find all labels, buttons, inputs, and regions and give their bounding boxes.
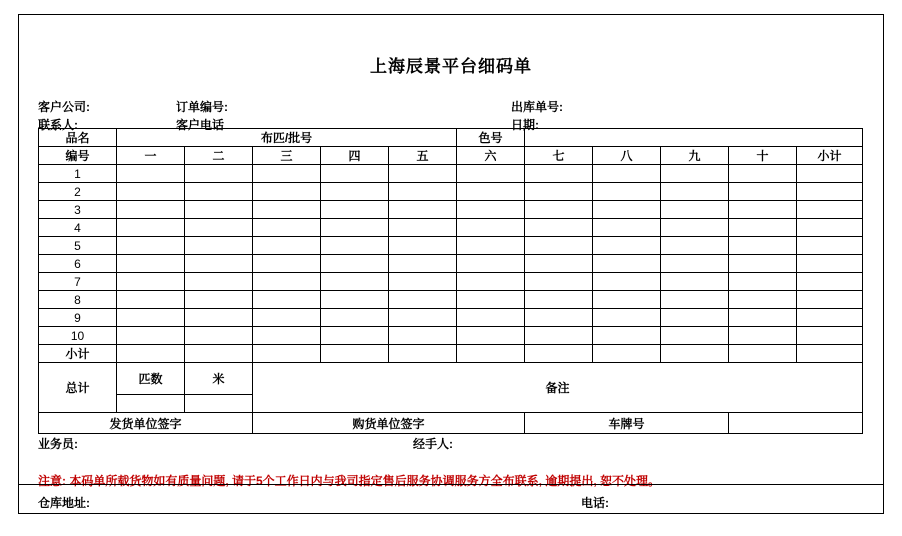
cell[interactable] [661,291,729,309]
cell-index-label: 编号 [39,147,117,165]
cell[interactable] [117,309,185,327]
cell-shipper-signature-label[interactable]: 发货单位签字 [39,413,253,434]
cell-col-6: 六 [457,147,525,165]
row-index: 2 [39,183,117,201]
table-row [39,273,863,291]
cell[interactable] [457,237,525,255]
cell-col-5: 五 [389,147,457,165]
cell[interactable] [185,237,253,255]
cell[interactable] [525,201,593,219]
cell[interactable] [457,201,525,219]
cell[interactable] [253,201,321,219]
cell[interactable] [389,183,457,201]
row-index: 8 [39,291,117,309]
cell[interactable] [185,201,253,219]
cell[interactable] [185,255,253,273]
cell[interactable] [389,327,457,345]
cell[interactable] [117,273,185,291]
cell[interactable] [525,309,593,327]
cell[interactable] [593,165,661,183]
cell-meters-label: 米 [185,363,253,395]
cell[interactable] [729,273,797,291]
cell-product-name-label: 品名 [39,129,117,147]
cell[interactable] [457,255,525,273]
cell[interactable] [253,219,321,237]
cell-subtotal-label: 小计 [39,345,117,363]
cell-buyer-signature-label[interactable]: 购货单位签字 [253,413,525,434]
cell[interactable] [253,345,321,363]
cell[interactable] [729,327,797,345]
cell[interactable] [253,309,321,327]
table-row [39,327,863,345]
cell[interactable] [661,345,729,363]
cell-pieces-value[interactable] [117,395,185,413]
cell[interactable] [389,273,457,291]
cell[interactable] [661,219,729,237]
cell[interactable] [525,327,593,345]
cell[interactable] [253,237,321,255]
table-row [39,165,863,183]
cell[interactable] [117,255,185,273]
cell[interactable] [661,237,729,255]
cell[interactable] [389,291,457,309]
cell-fabric-batch-label: 布匹/批号 [117,129,457,147]
cell-col-8: 八 [593,147,661,165]
cell[interactable] [661,273,729,291]
detail-code-table [38,128,863,434]
cell[interactable] [797,201,863,219]
cell-vehicle-no-label: 车牌号 [525,413,729,434]
cell[interactable] [525,219,593,237]
cell[interactable] [457,219,525,237]
cell-vehicle-no-value[interactable] [729,413,863,434]
cell[interactable] [117,183,185,201]
row-index: 10 [39,327,117,345]
cell[interactable] [729,345,797,363]
cell[interactable] [389,219,457,237]
cell[interactable] [185,309,253,327]
row-index: 9 [39,309,117,327]
cell[interactable] [729,237,797,255]
date-label: 日期: [511,118,539,132]
cell-col-3: 三 [253,147,321,165]
cell[interactable] [661,309,729,327]
cell[interactable] [253,291,321,309]
cell[interactable] [457,165,525,183]
cell[interactable] [457,327,525,345]
cell[interactable] [253,255,321,273]
table-row [39,237,863,255]
cell[interactable] [185,327,253,345]
cell[interactable] [389,345,457,363]
table-row [39,291,863,309]
table-row-signatures [39,413,863,434]
row-index: 4 [39,219,117,237]
cell[interactable] [729,309,797,327]
cell[interactable] [321,309,389,327]
cell-color-no-label: 色号 [457,129,525,147]
table-row-subtotal [39,345,863,363]
table-row-product [39,129,863,147]
cell[interactable] [797,309,863,327]
cell[interactable] [593,309,661,327]
cell[interactable] [593,183,661,201]
cell[interactable] [661,255,729,273]
cell[interactable] [457,309,525,327]
warehouse-address-label: 仓库地址: [38,496,90,510]
row-index: 6 [39,255,117,273]
cell[interactable] [525,165,593,183]
cell-col-4: 四 [321,147,389,165]
cell[interactable] [321,201,389,219]
cell[interactable] [457,291,525,309]
cell[interactable] [661,201,729,219]
cell[interactable] [253,273,321,291]
cell[interactable] [729,201,797,219]
cell[interactable] [253,165,321,183]
cell[interactable] [253,327,321,345]
cell-col-2: 二 [185,147,253,165]
cell-pieces-label: 匹数 [117,363,185,395]
cell[interactable] [661,183,729,201]
cell-remark-label: 备注 [253,363,863,413]
cell[interactable] [321,219,389,237]
table-row [39,255,863,273]
cell[interactable] [117,219,185,237]
table-row [39,183,863,201]
cell[interactable] [593,291,661,309]
cell[interactable] [593,327,661,345]
cell[interactable] [797,255,863,273]
cell[interactable] [253,183,321,201]
cell[interactable] [729,183,797,201]
cell[interactable] [117,345,185,363]
cell-col-9: 九 [661,147,729,165]
cell[interactable] [797,273,863,291]
cell[interactable] [661,165,729,183]
cell-col-1: 一 [117,147,185,165]
cell[interactable] [321,345,389,363]
cell[interactable] [321,327,389,345]
table-row [39,219,863,237]
notice-text: 注意: 本码单所载货物如有质量问题, 请于5个工作日内与我司指定售后服务协调服务方全布联系, 逾期提出, 恕不处理。 [38,474,661,488]
cell[interactable] [457,345,525,363]
cell[interactable] [729,291,797,309]
table-row-column-headers [39,147,863,165]
contact-label: 联系人: [38,118,78,132]
customer-phone-label: 客户电话 [176,118,225,132]
cell[interactable] [389,237,457,255]
cell[interactable] [117,327,185,345]
salesperson-label: 业务员: [38,437,78,451]
cell[interactable] [389,201,457,219]
cell-col-subtotal: 小计 [797,147,863,165]
cell[interactable] [457,183,525,201]
cell[interactable] [661,327,729,345]
cell[interactable] [729,165,797,183]
cell[interactable] [797,219,863,237]
table-row [39,201,863,219]
table-row-total [39,363,863,395]
table-row [39,309,863,327]
cell[interactable] [117,291,185,309]
cell[interactable] [797,327,863,345]
cell-meters-value[interactable] [185,395,253,413]
customer-company-label: 客户公司: [38,100,90,114]
cell[interactable] [525,345,593,363]
footer-divider [19,484,883,485]
row-index: 1 [39,165,117,183]
cell[interactable] [797,237,863,255]
cell[interactable] [797,165,863,183]
cell[interactable] [321,237,389,255]
cell[interactable] [525,183,593,201]
order-no-label: 订单编号: [176,100,228,114]
cell[interactable] [525,273,593,291]
page-title: 上海辰景平台细码单 [370,57,532,76]
cell[interactable] [321,255,389,273]
cell[interactable] [185,219,253,237]
cell[interactable] [185,291,253,309]
cell[interactable] [525,255,593,273]
telephone-label: 电话: [581,496,609,510]
cell[interactable] [797,291,863,309]
cell[interactable] [389,165,457,183]
delivery-no-label: 出库单号: [511,100,563,114]
cell[interactable] [593,219,661,237]
cell[interactable] [797,345,863,363]
cell-col-10: 十 [729,147,797,165]
cell[interactable] [117,201,185,219]
cell[interactable] [525,237,593,255]
cell[interactable] [389,309,457,327]
cell[interactable] [185,165,253,183]
cell[interactable] [321,183,389,201]
cell[interactable] [797,183,863,201]
cell[interactable] [185,345,253,363]
cell[interactable] [729,255,797,273]
cell[interactable] [185,273,253,291]
row-index: 7 [39,273,117,291]
cell[interactable] [321,291,389,309]
cell[interactable] [593,201,661,219]
handler-label: 经手人: [413,437,453,451]
cell[interactable] [185,183,253,201]
cell[interactable] [321,273,389,291]
cell[interactable] [457,273,525,291]
cell[interactable] [525,291,593,309]
cell[interactable] [593,345,661,363]
cell[interactable] [117,237,185,255]
cell[interactable] [321,165,389,183]
cell[interactable] [593,255,661,273]
cell-col-7: 七 [525,147,593,165]
cell[interactable] [593,237,661,255]
cell-color-no-value[interactable] [525,129,863,147]
cell[interactable] [729,219,797,237]
cell[interactable] [389,255,457,273]
cell[interactable] [593,273,661,291]
row-index: 5 [39,237,117,255]
cell[interactable] [117,165,185,183]
row-index: 3 [39,201,117,219]
cell-total-label: 总计 [39,363,117,413]
